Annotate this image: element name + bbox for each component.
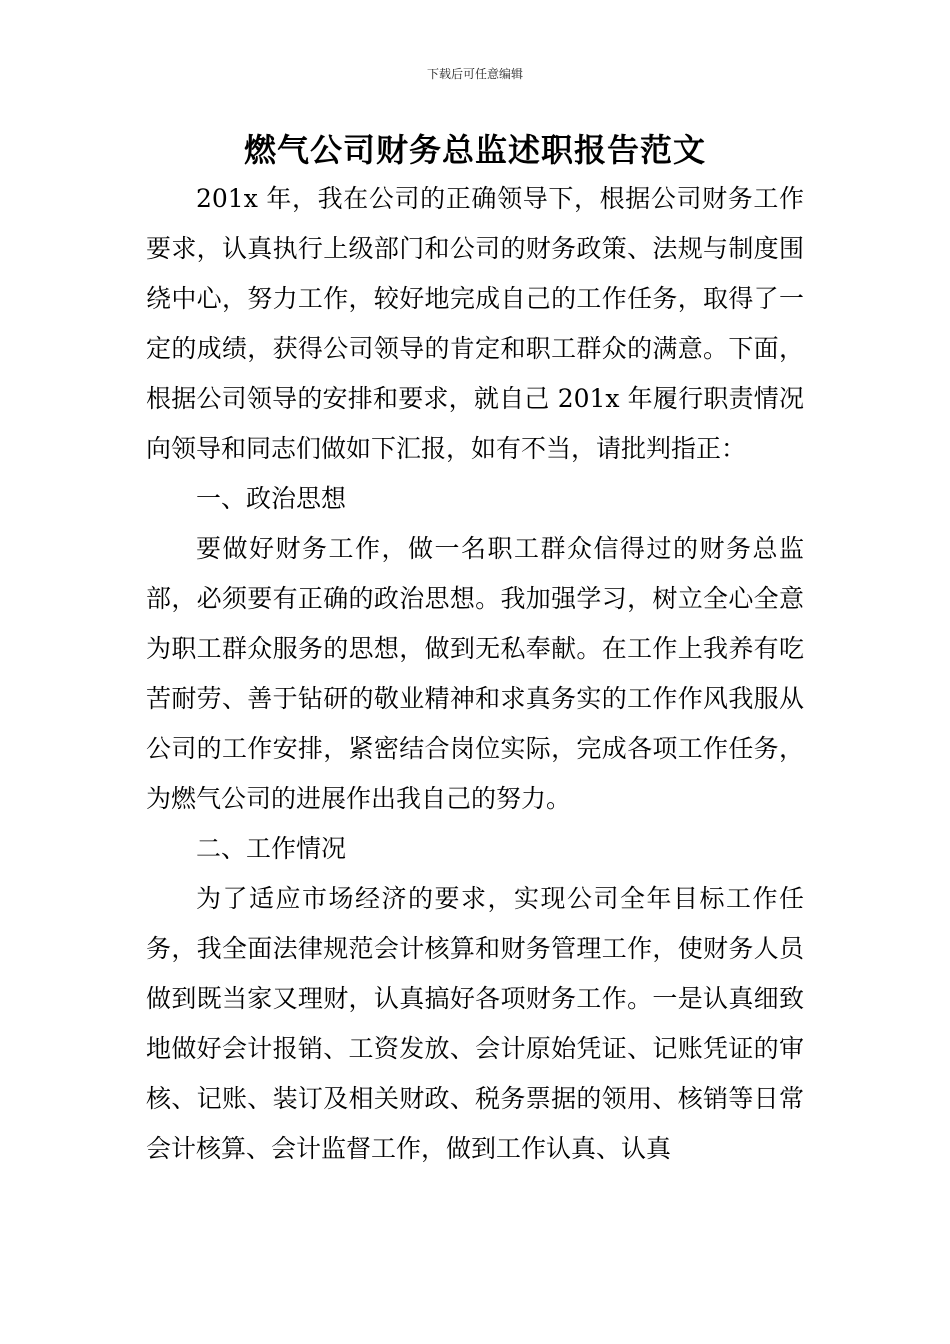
document-title: 燃气公司财务总监述职报告范文 (243, 131, 706, 169)
paragraph-political: 要做好财务工作，做一名职工群众信得过的财务总监部，必须要有正确的政治思想。我加强学习，树立全心全意为职工群众服务的思想，做到无私奉献。在工作上我养有吃苦耐劳、善于钻研的敬业精神和求真务实的工作作风我服从公司的工作安排，紧密结合岗位实际，完成各项工作任务，为燃气公司的进展作出我自己的努力。 (146, 534, 804, 813)
section-heading-political: 一、政治思想 (196, 484, 347, 513)
paragraph-work: 为了适应市场经济的要求，实现公司全年目标工作任务，我全面法律规范会计核算和财务管理工作，使财务人员做到既当家又理财，认真搞好各项财务工作。一是认真细致地做好会计报销、工资发放、会计原始凭证、记账凭证的审核、记账、装订及相关财政、税务票据的领用、核销等日常会计核算、会计监督工作，做到工作认真、认真 (146, 884, 804, 1163)
paragraph-intro: 201x 年，我在公司的正确领导下，根据公司财务工作要求，认真执行上级部门和公司的财务政策、法规与制度围绕中心，努力工作，较好地完成自己的工作任务，取得了一定的成绩，获得公司领导的肯定和职工群众的满意。下面，根据公司领导的安排和要求，就自己 201x 年履行职责情况向领导和同志们做如下汇报，如有不当，请批判指正： (146, 184, 804, 463)
document-body (146, 174, 804, 1174)
section-heading-work: 二、工作情况 (196, 834, 347, 863)
header-note: 下载后可任意编辑 (426, 67, 523, 81)
